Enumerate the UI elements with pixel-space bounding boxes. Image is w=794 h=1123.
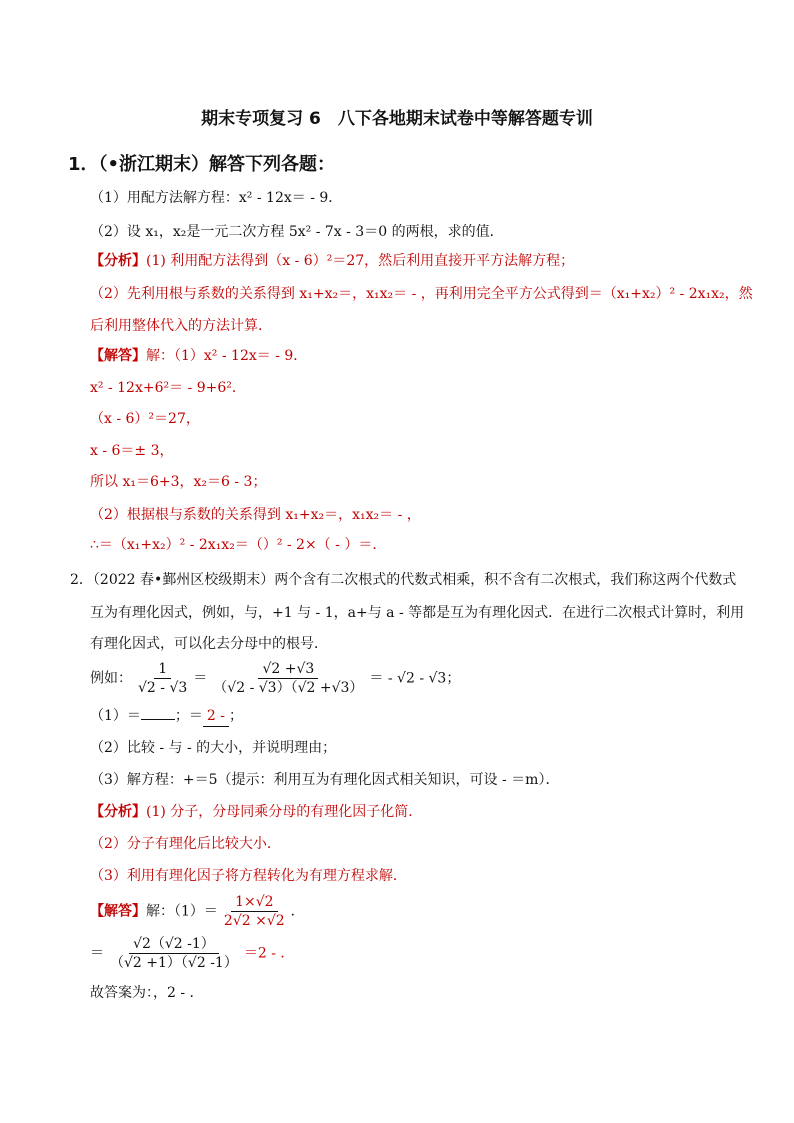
q1-part1: （1）用配方法解方程：x² - 12x＝ - 9． bbox=[90, 190, 343, 206]
analysis-text: (1) 利用配方法得到（x - 6）²＝27，然后利用直接开平方法解方程； bbox=[146, 253, 575, 269]
q1-step-1: x² - 12x+6²＝ - 9+6²． bbox=[90, 380, 246, 396]
q2-answer-1: 【解答】解：（1）＝ $\frac{1\times√2}{2√2 \times√2}$ ． bbox=[90, 894, 305, 929]
q1-part2: （2）设 x₁，x₂是一元二次方程 5x² - 7x - 3＝0 的两根，求的值． bbox=[90, 224, 504, 240]
sub1-start: （1）＝ bbox=[90, 708, 141, 724]
sub1-end: ； bbox=[229, 708, 244, 724]
q2-analysis-2: （2）分子有理化后比较大小． bbox=[90, 836, 281, 852]
sub1-mid: ；＝ bbox=[174, 708, 203, 724]
fraction-denominator: 2√2 ×√2 bbox=[223, 913, 285, 929]
fraction-numerator: √2（√2 -1） bbox=[129, 935, 219, 954]
fraction-numerator: √2 +√3 bbox=[258, 660, 318, 679]
q1-answer-1 bbox=[90, 346, 307, 366]
answer-tag: 【解答】 bbox=[90, 348, 146, 364]
q2-analysis-1 bbox=[90, 802, 422, 822]
fraction-denominator: √2 - √3 bbox=[138, 680, 188, 696]
fraction-denominator: （√2 - √3）（√2 +√3） bbox=[213, 680, 364, 696]
answer-result: ＝2 - ． bbox=[243, 945, 295, 962]
answer-tag: 【解答】 bbox=[90, 903, 146, 920]
q1-step-5: （2）根据根与系数的关系得到 x₁+x₂＝，x₁x₂＝ - ， bbox=[90, 507, 421, 523]
q1-analysis-3: 后利用整体代入的方法计算． bbox=[90, 318, 272, 334]
q2-final-answer: 故答案为：，2 - ． bbox=[90, 985, 204, 1001]
answer-text: 解：（1）x² - 12x＝ - 9． bbox=[146, 348, 308, 364]
q1-step-4: 所以 x₁＝6+3，x₂＝6 - 3； bbox=[90, 474, 267, 490]
q1-analysis-2: （2）先利用根与系数的关系得到 x₁+x₂＝，x₁x₂＝ - ，再利用完全平方公式得到＝（x₁+x₂）² - 2x₁x₂，然 bbox=[90, 286, 753, 302]
q2-line-1: 2．（2022 春•鄞州区校级期末）两个含有二次根式的代数式相乘，积不含有二次根式，我们称这两个代数式 bbox=[70, 572, 737, 588]
answer-prefix: 解：（1）＝ bbox=[146, 903, 218, 920]
example-fraction-1 bbox=[134, 660, 191, 697]
q2-answer-2: ＝ $\frac{√2(√2 -1)}{(√2 +1)(√2 -1)}$ ＝2 - ． bbox=[90, 936, 295, 971]
answer-blank-1 bbox=[141, 705, 175, 720]
example-fraction-2 bbox=[209, 660, 367, 697]
q2-sub2: （2）比较 - 与 - 的大小，并说明理由； bbox=[90, 740, 337, 756]
q1-analysis-1 bbox=[90, 251, 574, 271]
q2-analysis-3: （3）利用有理化因子将方程转化为有理方程求解． bbox=[90, 868, 407, 884]
answer-fraction-1 bbox=[220, 893, 289, 930]
q2-line-3: 有理化因式，可以化去分母中的根号． bbox=[90, 636, 328, 652]
question-1-heading: 1．（•浙江期末）解答下列各题： bbox=[68, 154, 336, 175]
q1-step-6: ∴＝（x₁+x₂）² - 2x₁x₂＝（）² - 2×（ - ）＝． bbox=[90, 537, 387, 553]
q2-line-2: 互为有理化因式，例如，与，+1 与 - 1，a+与 a - 等都是互为有理化因式．在进行二次根式计算时，利用 bbox=[90, 605, 745, 621]
analysis-tag: 【分析】 bbox=[90, 253, 146, 269]
page-title: 期末专项复习 6 八下各地期末试卷中等解答题专训 bbox=[201, 109, 593, 129]
example-result: ＝ - √2 - √3； bbox=[369, 670, 461, 687]
answer-blank-2: 2 - bbox=[203, 706, 229, 727]
analysis-tag: 【分析】 bbox=[90, 804, 146, 820]
answer-fraction-2 bbox=[106, 935, 242, 972]
fraction-numerator: 1×√2 bbox=[231, 893, 277, 912]
q1-step-3: x - 6＝± 3， bbox=[90, 443, 174, 459]
fraction-denominator: （√2 +1）（√2 -1） bbox=[110, 955, 238, 971]
fraction-numerator: 1 bbox=[154, 660, 171, 679]
q1-step-2: （x - 6）²＝27， bbox=[90, 411, 200, 427]
q2-sub1 bbox=[90, 705, 243, 727]
analysis-text: (1) 分子，分母同乘分母的有理化因子化简． bbox=[146, 804, 423, 820]
q2-sub3: （3）解方程：+＝5（提示：利用互为有理化因式相关知识，可设 - ＝m）． bbox=[90, 772, 560, 788]
example-prefix: 例如： bbox=[90, 670, 132, 687]
q2-example: 例如： $\frac{1}{√2 - √3}$ ＝ $\frac{√2 +√3}{(√2 - √3)(√2 +√3)}$ ＝ - √2 - √3； bbox=[90, 661, 461, 696]
